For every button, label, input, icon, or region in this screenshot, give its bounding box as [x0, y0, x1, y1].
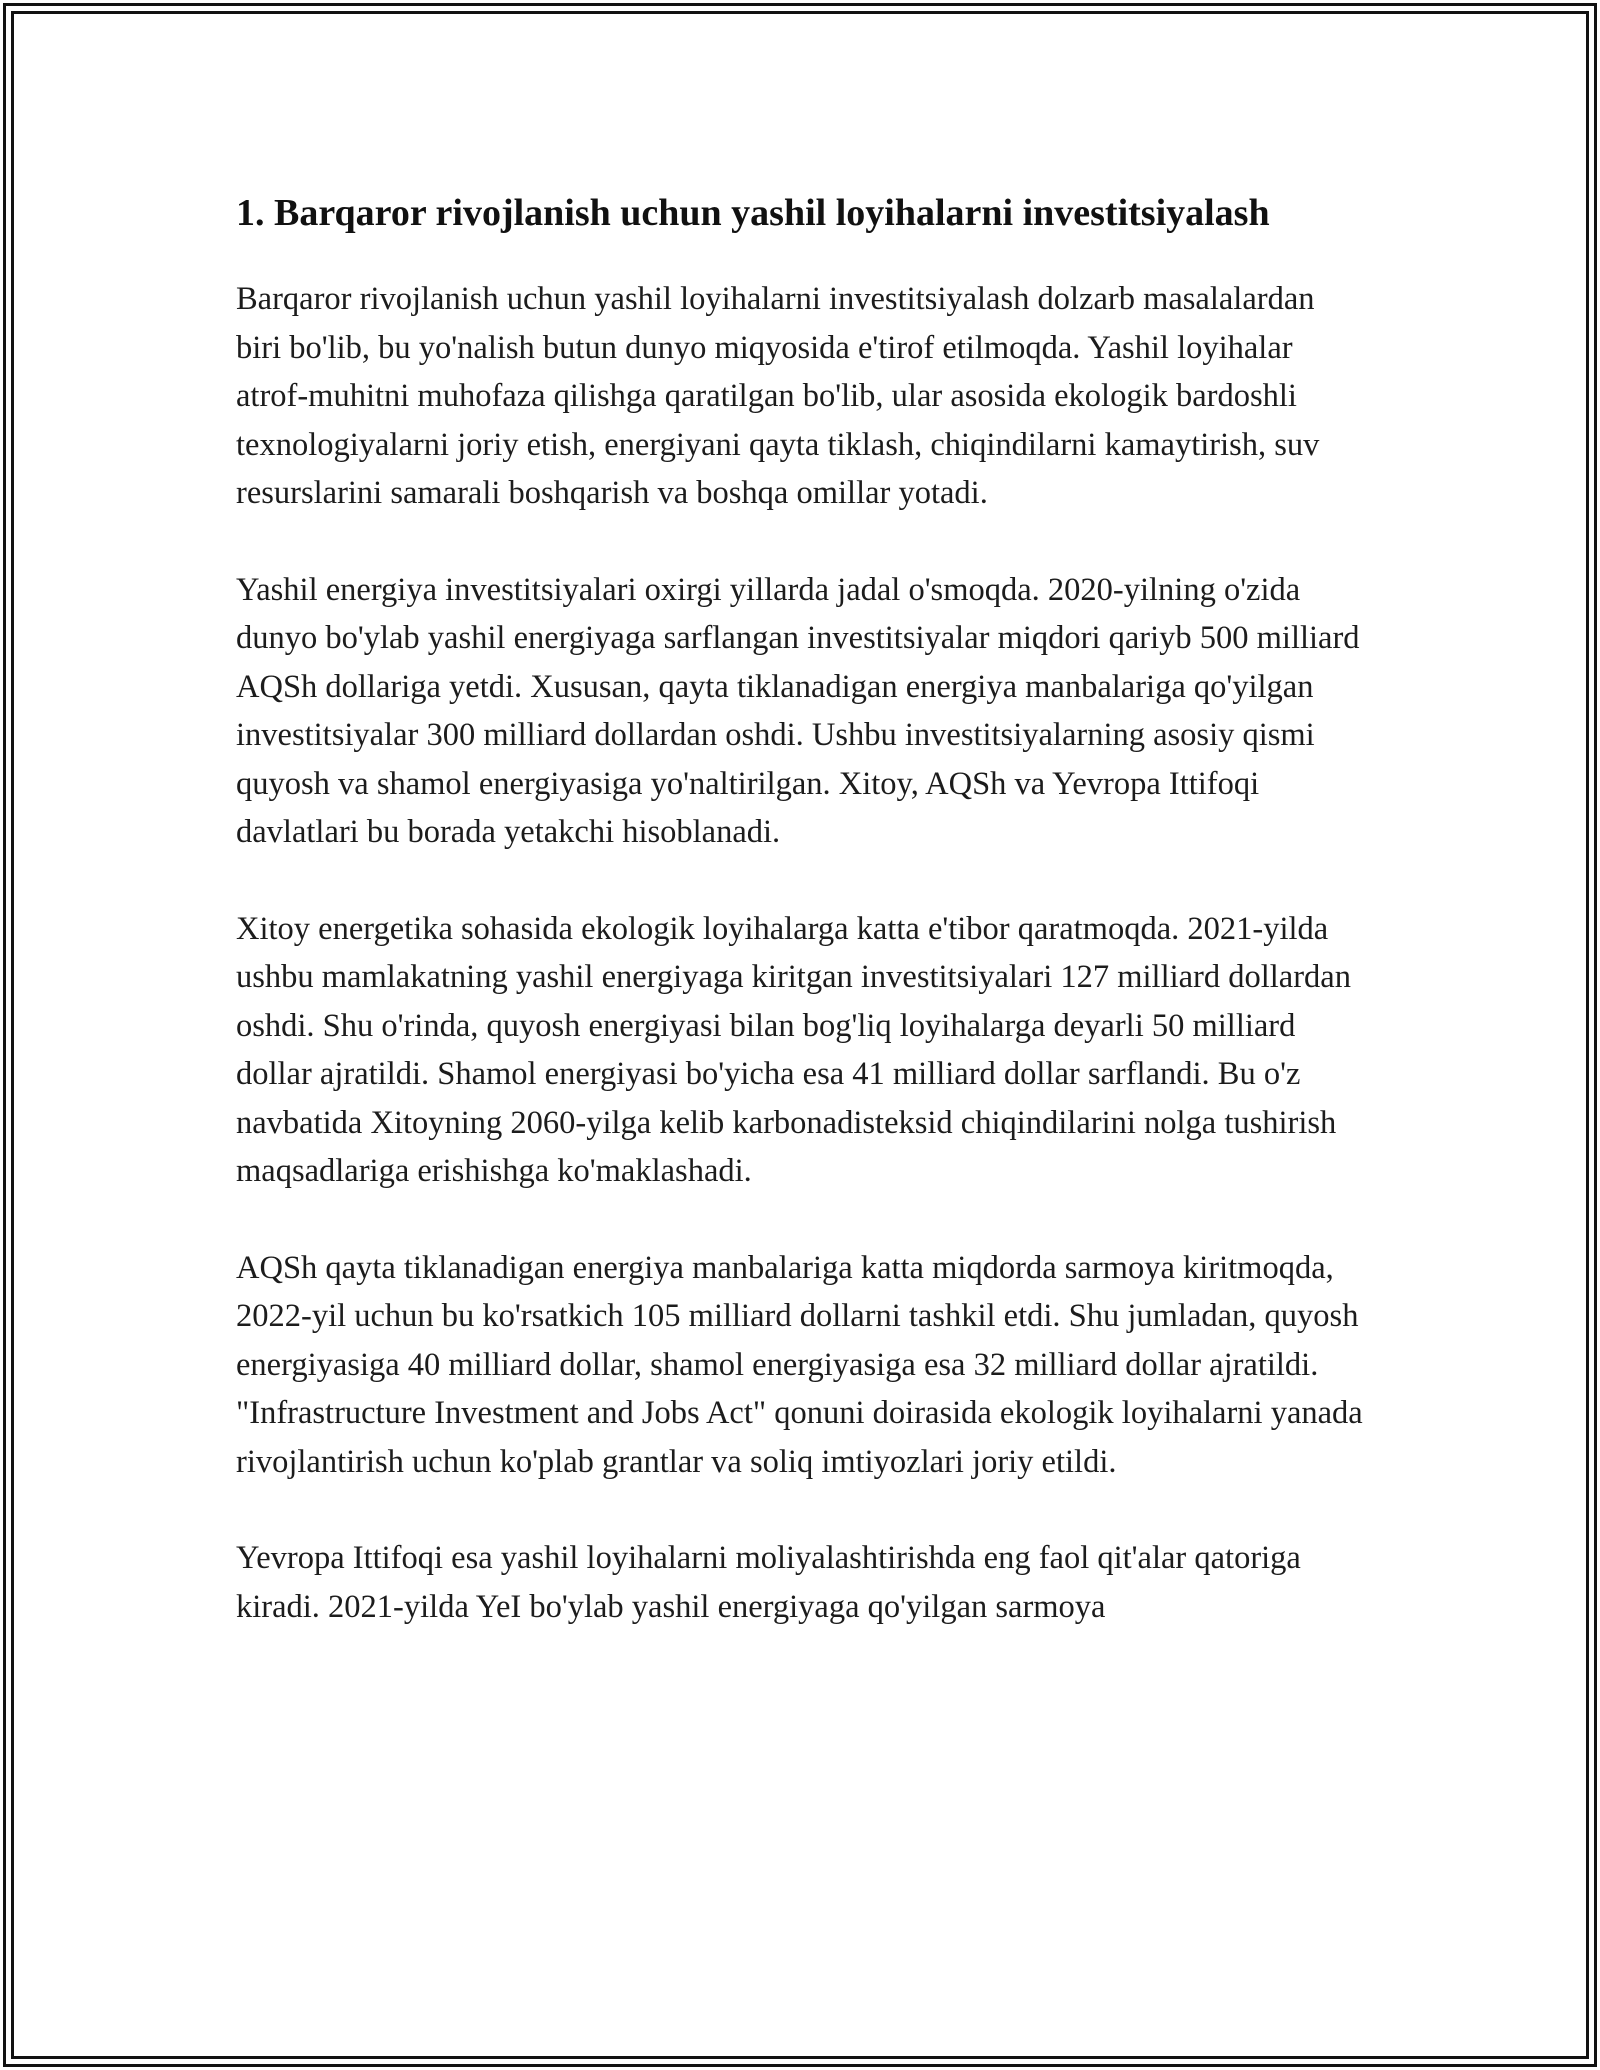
section-heading: 1. Barqaror rivojlanish uchun yashil loyihalarni investitsiyalash — [236, 192, 1270, 234]
paragraph: Xitoy energetika sohasida ekologik loyihalarga katta e'tibor qaratmoqda. 2021-yilda ushbu mamlakatning yashil energiyaga kiritgan investitsiyalari 127 milliard dollardan oshdi. Shu o'rinda, quyosh energiyasi bilan bog'liq loyihalarga deyarli 50 milliard dollar ajratildi. Shamol energiyasi bo'yicha esa 41 milliard dollar sarflandi. Bu o'z navbatida Xitoyning 2060-yilga kelib karbonadisteksid chiqindilarini nolga tushirish maqsadlariga erishishga ko'maklashadi. — [236, 910, 1351, 1189]
document-body — [236, 186, 1366, 1679]
paragraph: Yashil energiya investitsiyalari oxirgi yillarda jadal o'smoqda. 2020-yilning o'zida dunyo bo'ylab yashil energiyaga sarflangan investitsiyalar miqdori qariyb 500 milliard AQSh dollariga yetdi. Xususan, qayta tiklanadigan energiya manbalariga qo'yilgan investitsiyalar 300 milliard dollardan oshdi. Ushbu investitsiyalarning asosiy qismi quyosh va shamol energiyasiga yo'naltirilgan. Xitoy, AQSh va Yevropa Ittifoqi davlatlari bu borada yetakchi hisoblanadi. — [236, 571, 1360, 850]
paragraph: Yevropa Ittifoqi esa yashil loyihalarni moliyalashtirishda eng faol qit'alar qatoriga kiradi. 2021-yilda YeI bo'ylab yashil energiyaga qo'yilgan sarmoya — [236, 1540, 1301, 1625]
paragraph: AQSh qayta tiklanadigan energiya manbalariga katta miqdorda sarmoya kiritmoqda, 2022-yil uchun bu ko'rsatkich 105 milliard dollarni tashkil etdi. Shu jumladan, quyosh energiyasiga 40 milliard dollar, shamol energiyasiga esa 32 milliard dollar ajratildi. "Infrastructure Investment and Jobs Act" qonuni doirasida ekologik loyihalarni yanada rivojlantirish uchun ko'plab grantlar va soliq imtiyozlari joriy etildi. — [236, 1249, 1363, 1480]
paragraph: Barqaror rivojlanish uchun yashil loyihalarni investitsiyalash dolzarb masalalardan biri bo'lib, bu yo'nalish butun dunyo miqyosida e'tirof etilmoqda. Yashil loyihalar atrof-muhitni muhofaza qilishga qaratilgan bo'lib, ular asosida ekologik bardoshli texnologiyalarni joriy etish, energiyani qayta tiklash, chiqindilarni kamaytirish, suv resurslarini samarali boshqarish va boshqa omillar yotadi. — [236, 281, 1320, 511]
